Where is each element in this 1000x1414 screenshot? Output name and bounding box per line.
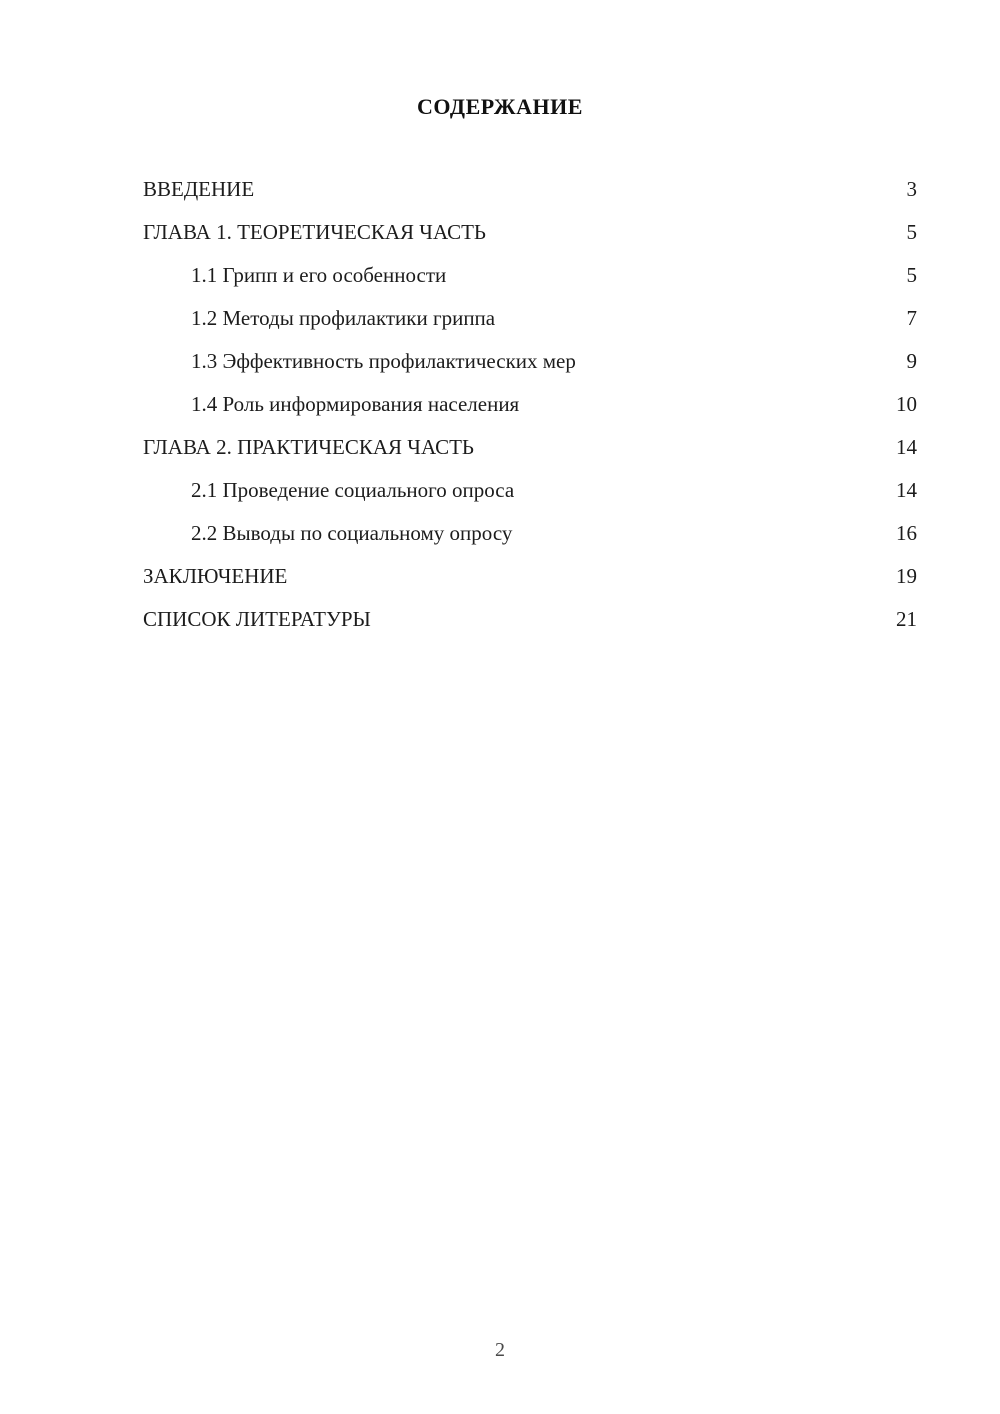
toc-entry-page: 7 [906,306,917,330]
toc-entry-page: 5 [906,263,917,287]
toc-entry [143,254,917,297]
footer-page-number: 2 [495,1339,505,1361]
toc-entry-page: 9 [906,349,917,373]
toc-entry-label: 1.4 Роль информирования населения [191,392,520,416]
toc-entry-label: ЗАКЛЮЧЕНИЕ [143,564,288,588]
toc-entry [143,469,917,512]
toc-entry [143,340,917,383]
toc-entry-page: 21 [896,607,917,631]
toc-entry-page: 10 [896,392,917,416]
toc-entry-label: ВВЕДЕНИЕ [143,177,255,201]
toc-entry-label: ГЛАВА 2. ПРАКТИЧЕСКАЯ ЧАСТЬ [143,435,474,459]
toc-entry [143,426,917,469]
toc-entry-page: 16 [896,521,917,545]
toc-entry [143,383,917,426]
toc-entry [143,211,917,254]
toc-entry-label: СПИСОК ЛИТЕРАТУРЫ [143,607,371,631]
toc-entry-label: 1.3 Эффективность профилактических мер [191,349,576,373]
toc-entry-page: 5 [906,220,917,244]
toc-list [143,168,917,641]
toc-entry [143,168,917,211]
toc-entry [143,598,917,641]
toc-entry [143,512,917,555]
page-title: СОДЕРЖАНИЕ [417,94,583,119]
toc-entry-page: 3 [906,177,917,201]
toc-entry-page: 19 [896,564,917,588]
toc-entry-label: 1.1 Грипп и его особенности [191,263,447,287]
toc-entry-page: 14 [896,435,917,459]
toc-entry-label: 2.2 Выводы по социальному опросу [191,521,513,545]
toc-entry [143,555,917,598]
toc-entry-label: 2.1 Проведение социального опроса [191,478,515,502]
toc-entry-page: 14 [896,478,917,502]
toc-entry-label: 1.2 Методы профилактики гриппа [191,306,496,330]
toc-entry [143,297,917,340]
toc-entry-label: ГЛАВА 1. ТЕОРЕТИЧЕСКАЯ ЧАСТЬ [143,220,486,244]
